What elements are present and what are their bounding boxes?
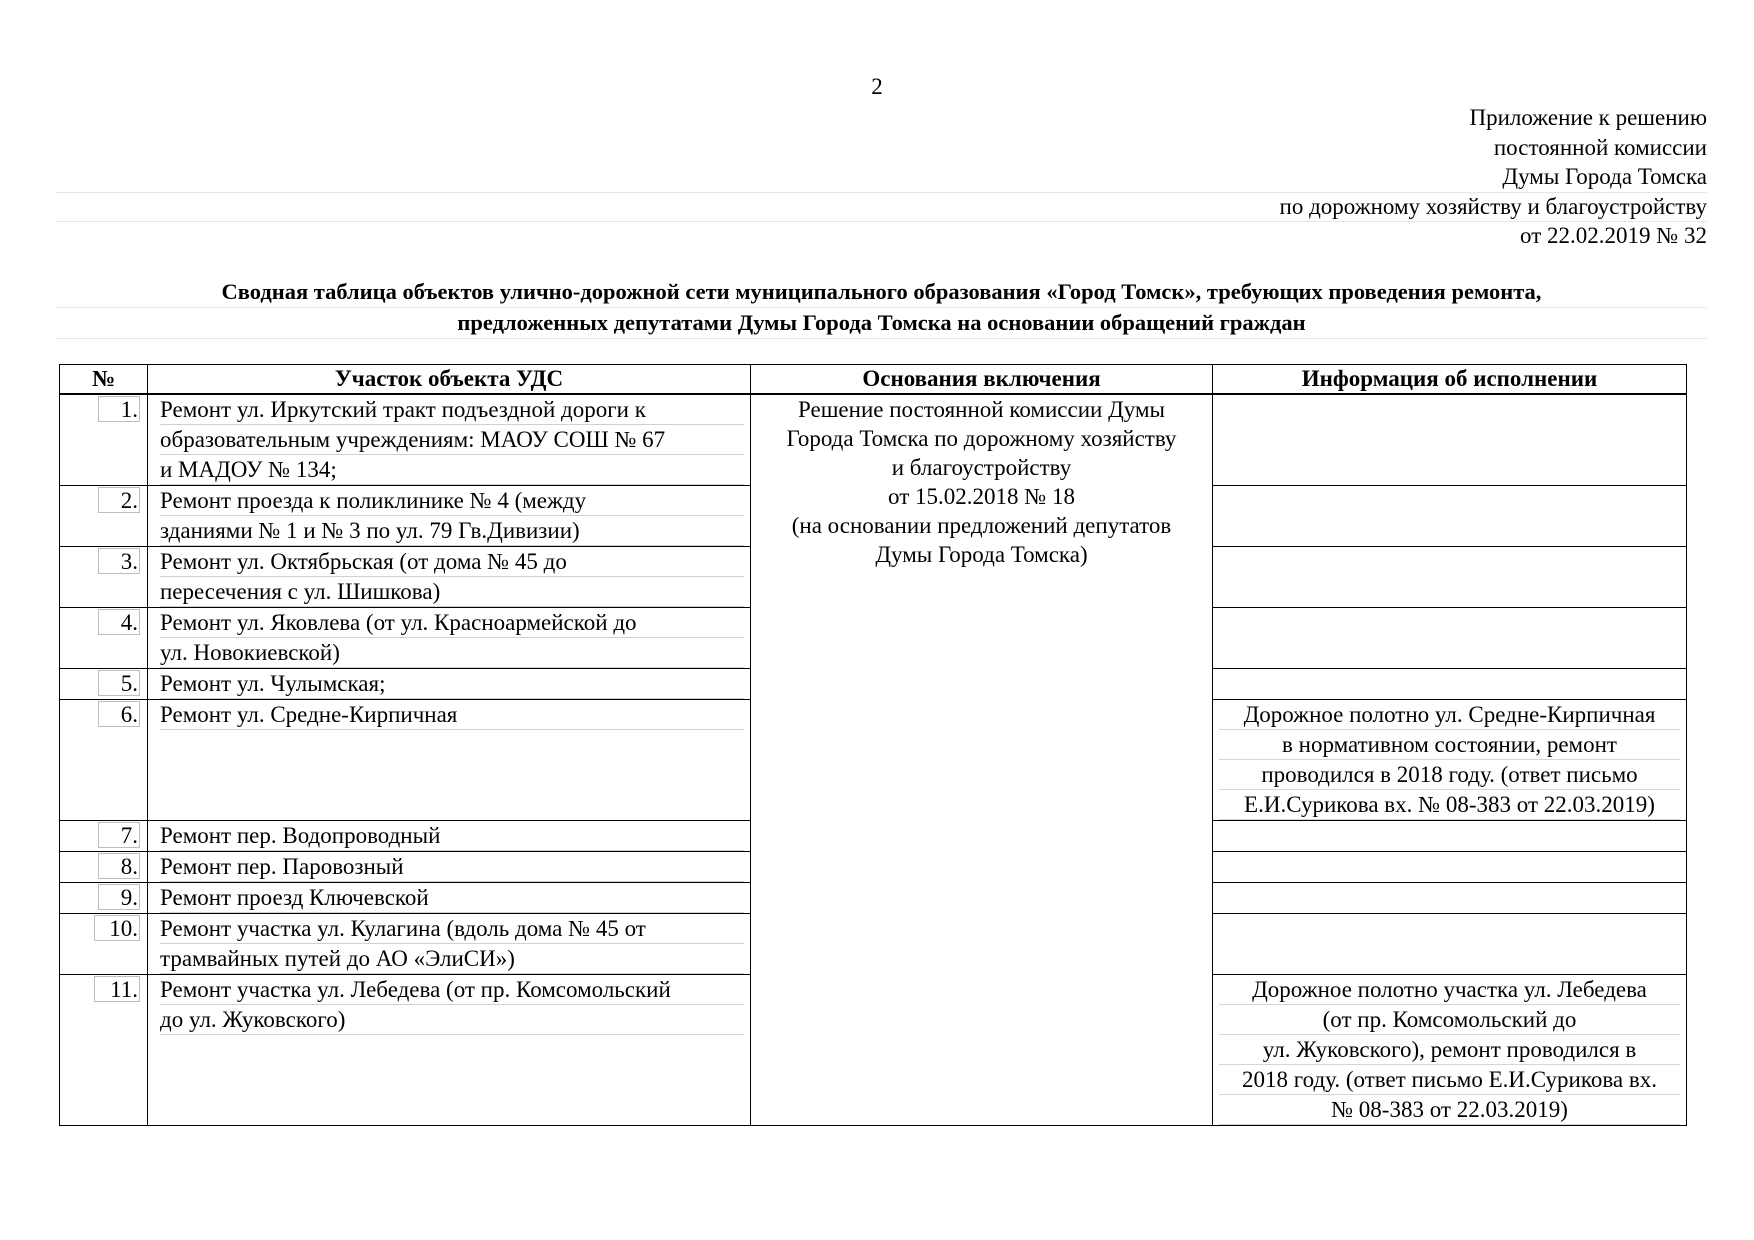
info-cell [1213,700,1687,821]
row-number: 5. [98,670,140,696]
section-cell [148,669,751,700]
row-number-cell [60,700,148,821]
row-number-cell [60,883,148,914]
basis-cell [751,394,1213,1126]
section-text-line: пересечения с ул. Шишкова) [160,577,744,607]
info-text-line: (от пр. Комсомольский до [1219,1005,1680,1035]
info-text-line: проводился в 2018 году. (ответ письмо [1219,760,1680,790]
approval-line-5: от 22.02.2019 № 32 [1520,223,1707,248]
row-number-cell [60,394,148,486]
info-text-line: 2018 году. (ответ письмо Е.И.Сурикова вх. [1219,1065,1680,1095]
approval-line-4: по дорожному хозяйству и благоустройству [56,193,1707,223]
row-number: 8. [98,853,140,879]
row-number: 3. [98,548,140,574]
row-number-cell [60,486,148,547]
section-text-line: до ул. Жуковского) [160,1005,744,1035]
column-header-number: № [60,365,148,395]
section-cell [148,914,751,975]
approval-header [56,104,1707,252]
row-number-cell [60,547,148,608]
info-cell [1213,669,1687,700]
section-text-line: Ремонт пер. Паровозный [160,852,744,882]
section-text-line: трамвайных путей до АО «ЭлиСИ») [160,944,744,974]
row-number-cell [60,914,148,975]
section-text-line: Ремонт ул. Средне-Кирпичная [160,700,744,730]
info-text-line: Е.И.Сурикова вх. № 08-383 от 22.03.2019) [1219,790,1680,820]
row-number-cell [60,669,148,700]
info-cell [1213,486,1687,547]
section-cell [148,852,751,883]
section-cell [148,547,751,608]
section-text-line: Ремонт проезд Ключевской [160,883,744,913]
table-row [60,394,1687,486]
basis-text [751,395,1212,569]
basis-line: Думы Города Томска) [875,542,1088,567]
info-cell [1213,975,1687,1126]
section-text-line: Ремонт ул. Яковлева (от ул. Красноармейской до [160,608,744,638]
section-cell [148,883,751,914]
row-number: 9. [98,884,140,910]
section-cell [148,700,751,821]
info-text-line: в нормативном состоянии, ремонт [1219,730,1680,760]
info-text-line: ул. Жуковского), ремонт проводился в [1219,1035,1680,1065]
column-header-info: Информация об исполнении [1213,365,1687,395]
section-text-line: Ремонт участка ул. Лебедева (от пр. Комсомольский [160,975,744,1005]
section-text-line: Ремонт участка ул. Кулагина (вдоль дома № 45 от [160,914,744,944]
section-text-line: зданиями № 1 и № 3 по ул. 79 Гв.Дивизии) [160,516,744,546]
row-number: 11. [94,976,140,1002]
table-header-row [60,365,1687,395]
info-text-line: № 08-383 от 22.03.2019) [1219,1095,1680,1125]
section-text-line: Ремонт ул. Иркутский тракт подъездной дороги к [160,395,744,425]
section-text-line: и МАДОУ № 134; [160,455,744,485]
section-cell [148,975,751,1126]
section-cell [148,608,751,669]
basis-line: от 15.02.2018 № 18 [888,484,1075,509]
column-header-basis: Основания включения [751,365,1213,395]
info-cell [1213,914,1687,975]
info-cell [1213,547,1687,608]
page-number: 2 [871,74,883,99]
basis-line: Города Томска по дорожному хозяйству [786,426,1177,451]
section-text-line: Ремонт ул. Чулымская; [160,669,744,699]
title-line-2: предложенных депутатами Думы Города Томска на основании обращений граждан [56,308,1707,339]
row-number-cell [60,975,148,1126]
row-number: 4. [98,609,140,635]
section-cell [148,394,751,486]
approval-line-2: постоянной комиссии [1493,134,1707,160]
info-text-line: Дорожное полотно ул. Средне-Кирпичная [1219,700,1680,730]
info-cell [1213,608,1687,669]
row-number: 6. [98,701,140,727]
summary-table [59,364,1687,1126]
section-cell [148,486,751,547]
info-cell [1213,852,1687,883]
basis-line: (на основании предложений депутатов [791,513,1172,538]
section-cell [148,821,751,852]
row-number-cell [60,821,148,852]
section-text-line: Ремонт пер. Водопроводный [160,821,744,851]
approval-line-3: Думы Города Томска [56,163,1707,193]
info-text-line: Дорожное полотно участка ул. Лебедева [1219,975,1680,1005]
section-text-line: Ремонт ул. Октябрьская (от дома № 45 до [160,547,744,577]
basis-line: и благоустройству [891,455,1072,480]
title-line-1: Сводная таблица объектов улично-дорожной сети муниципального образования «Город Томск», требующих проведения ремонта, [56,277,1707,308]
row-number-cell [60,608,148,669]
row-number: 7. [98,822,140,848]
section-text-line: образовательным учреждениям: МАОУ СОШ № 67 [160,425,744,455]
section-text-line: Ремонт проезда к поликлинике № 4 (между [160,486,744,516]
row-number: 10. [94,915,140,941]
column-header-section: Участок объекта УДС [148,365,751,395]
row-number: 2. [98,487,140,513]
info-cell [1213,821,1687,852]
row-number-cell [60,852,148,883]
document-title [56,277,1707,339]
info-cell [1213,394,1687,486]
row-number: 1. [98,396,140,422]
basis-line: Решение постоянной комиссии Думы [798,397,1165,422]
section-text-line: ул. Новокиевской) [160,638,744,668]
approval-line-1: Приложение к решению [1469,105,1707,130]
info-cell [1213,883,1687,914]
